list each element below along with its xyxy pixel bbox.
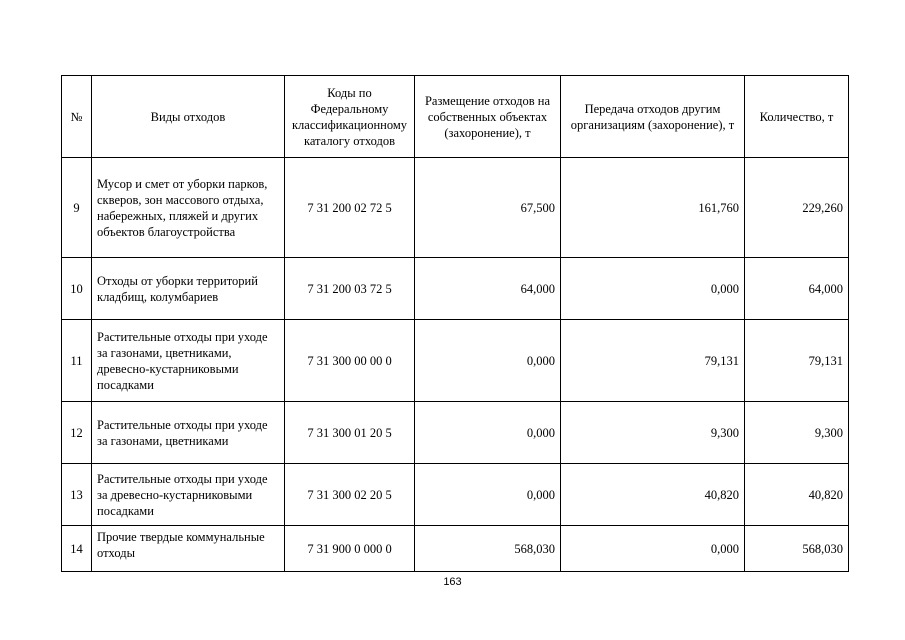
header-own-disposal: Размещение отходов на собственных объектах (захоронение), т bbox=[415, 76, 561, 158]
row-own-disposal: 64,000 bbox=[415, 258, 561, 320]
row-waste-type: Отходы от уборки территорий кладбищ, колумбариев bbox=[92, 258, 285, 320]
row-total: 568,030 bbox=[745, 526, 849, 572]
row-transfer: 79,131 bbox=[561, 320, 745, 402]
row-total: 79,131 bbox=[745, 320, 849, 402]
table-row bbox=[62, 320, 849, 402]
row-waste-type: Растительные отходы при уходе за древесно-кустарниковыми посадками bbox=[92, 464, 285, 526]
row-fkko-code: 7 31 300 01 20 5 bbox=[285, 402, 415, 464]
row-fkko-code: 7 31 900 0 000 0 bbox=[285, 526, 415, 572]
row-waste-type: Мусор и смет от уборки парков, скверов, зон массового отдыха, набережных, пляжей и других объектов благоустройства bbox=[92, 158, 285, 258]
row-own-disposal: 568,030 bbox=[415, 526, 561, 572]
header-num: № bbox=[62, 76, 92, 158]
row-num: 12 bbox=[62, 402, 92, 464]
row-fkko-code: 7 31 300 00 00 0 bbox=[285, 320, 415, 402]
header-waste-type: Виды отходов bbox=[92, 76, 285, 158]
table-row bbox=[62, 526, 849, 572]
row-own-disposal: 0,000 bbox=[415, 464, 561, 526]
row-transfer: 161,760 bbox=[561, 158, 745, 258]
row-waste-type: Прочие твердые коммунальные отходы bbox=[92, 526, 285, 572]
row-fkko-code: 7 31 200 03 72 5 bbox=[285, 258, 415, 320]
row-num: 9 bbox=[62, 158, 92, 258]
table-header-row bbox=[62, 76, 849, 158]
row-transfer: 0,000 bbox=[561, 258, 745, 320]
table-row bbox=[62, 258, 849, 320]
row-total: 40,820 bbox=[745, 464, 849, 526]
row-waste-type: Растительные отходы при уходе за газонами, цветниками, древесно-кустарниковыми посадками bbox=[92, 320, 285, 402]
table-row bbox=[62, 464, 849, 526]
row-own-disposal: 0,000 bbox=[415, 320, 561, 402]
row-waste-type: Растительные отходы при уходе за газонами, цветниками bbox=[92, 402, 285, 464]
row-fkko-code: 7 31 200 02 72 5 bbox=[285, 158, 415, 258]
row-total: 64,000 bbox=[745, 258, 849, 320]
row-total: 9,300 bbox=[745, 402, 849, 464]
row-own-disposal: 0,000 bbox=[415, 402, 561, 464]
page-number: 163 bbox=[443, 576, 462, 588]
table-row bbox=[62, 158, 849, 258]
row-num: 11 bbox=[62, 320, 92, 402]
row-transfer: 40,820 bbox=[561, 464, 745, 526]
row-num: 13 bbox=[62, 464, 92, 526]
table-row bbox=[62, 402, 849, 464]
header-transfer: Передача отходов другим организациям (захоронение), т bbox=[561, 76, 745, 158]
row-own-disposal: 67,500 bbox=[415, 158, 561, 258]
row-fkko-code: 7 31 300 02 20 5 bbox=[285, 464, 415, 526]
header-fkko-code: Коды по Федеральному классификационному каталогу отходов bbox=[285, 76, 415, 158]
header-total: Количество, т bbox=[745, 76, 849, 158]
row-transfer: 9,300 bbox=[561, 402, 745, 464]
waste-table bbox=[61, 75, 849, 572]
row-transfer: 0,000 bbox=[561, 526, 745, 572]
row-num: 14 bbox=[62, 526, 92, 572]
row-total: 229,260 bbox=[745, 158, 849, 258]
row-num: 10 bbox=[62, 258, 92, 320]
